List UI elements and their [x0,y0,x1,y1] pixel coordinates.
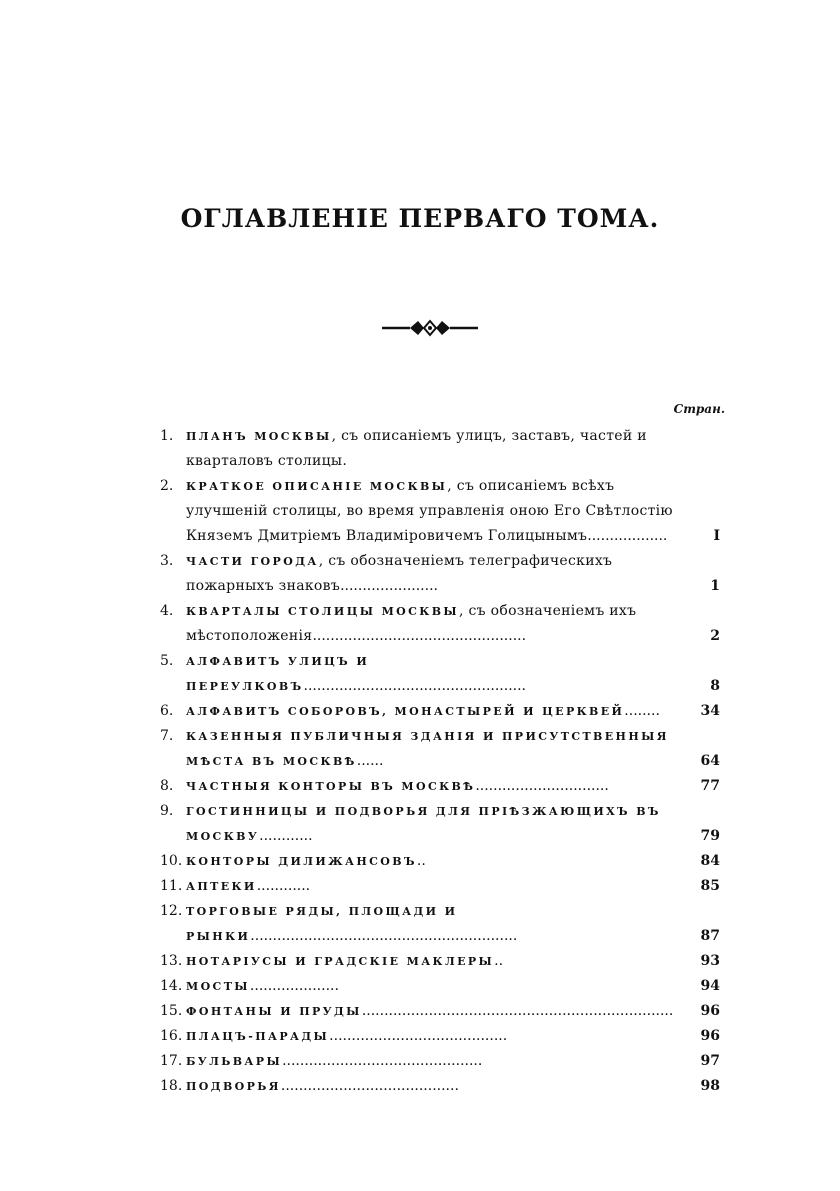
dot-leader: ........................................ [280,1078,459,1094]
toc-entry-title [186,874,720,899]
toc-entry-heading: КАЗЕННЫЯ ПУБЛИЧНЫЯ ЗДАНІЯ И ПРИСУТСТВЕННЫЯ МѢСТА ВЪ МОСКВѢ [186,730,669,768]
toc-entry-heading: ПОДВОРЬЯ [186,1080,281,1093]
toc-entry-page: 64 [700,753,720,769]
toc-entry-page: 1 [710,578,720,594]
toc-entry-number: 2. [160,478,174,494]
toc-entry-heading: ПЛАЦЪ-ПАРАДЫ [186,1030,330,1043]
toc-entry [160,849,720,874]
toc-entry-heading: АПТЕКИ [186,880,257,893]
dot-leader: ................................................ [312,628,527,644]
toc-entry-heading: ЧАСТИ ГОРОДА [186,555,319,568]
toc-entry-page: 34 [700,703,720,719]
toc-entry-number: 3. [160,553,174,569]
toc-entry-description: , съ описаніемъ всѣхъ улучшеній столицы, во время управленія оною Его Свѣтлостію Княземъ Дмитріемъ Владиміровичемъ Голицынымъ [186,478,673,544]
toc-entry-number: 18. [160,1078,183,1094]
toc-entry-title [186,724,720,774]
dot-leader: .................................................. [303,678,527,694]
toc-entry-heading: ПЛАНЪ МОСКВЫ [186,430,332,443]
toc-entry-title [186,599,720,649]
toc-entry-title [186,1074,720,1099]
toc-entry-page: 77 [700,778,720,794]
toc-entry-number: 7. [160,728,174,744]
toc-entry-page: 93 [700,953,720,969]
toc-entry-number: 15. [160,1003,183,1019]
toc-entry-title [186,899,720,949]
toc-entry-heading: ГОСТИННИЦЫ И ПОДВОРЬЯ ДЛЯ ПРІѢЗЖАЮЩИХЪ ВЪ МОСКВУ [186,805,661,843]
toc-entry-heading: КРАТКОЕ ОПИСАНІЕ МОСКВЫ [186,480,448,493]
toc-entry [160,724,720,774]
toc-entry-number: 6. [160,703,174,719]
toc-entry [160,774,720,799]
toc-entry-heading: АЛФАВИТЪ УЛИЦЪ И ПЕРЕУЛКОВЪ [186,655,370,693]
toc-entry-page: 84 [700,853,720,869]
dot-leader: ...................................................................... [361,1003,674,1019]
dot-leader: .. [416,853,426,869]
toc-entry-title [186,799,720,849]
toc-entry-number: 4. [160,603,174,619]
dot-leader: .............................. [475,778,609,794]
toc-entry-heading: НОТАРІУСЫ И ГРАДСКІЕ МАКЛЕРЫ [186,955,495,968]
toc-entry [160,699,720,724]
toc-entry-number: 12. [160,903,183,919]
toc-entry-page: 8 [710,678,720,694]
toc-entry-title [186,424,720,474]
ornament-rule-icon [380,318,480,338]
toc-entry [160,874,720,899]
dot-leader: ............ [256,878,311,894]
dot-leader: ...................... [340,578,438,594]
toc-entry [160,799,720,849]
toc-entry-number: 13. [160,953,183,969]
toc-entry-title [186,774,720,799]
toc-entry-page: 87 [700,928,720,944]
toc-entry-page: 96 [700,1003,720,1019]
toc-entry-title [186,474,720,549]
toc-entry-number: 5. [160,653,174,669]
toc-entry [160,949,720,974]
toc-entry [160,1024,720,1049]
toc-entry-page: I [713,528,720,544]
toc-entry-title [186,649,720,699]
toc-entry [160,999,720,1024]
toc-entry [160,474,720,549]
dot-leader: .................... [249,978,339,994]
toc-entry-page: 98 [700,1078,720,1094]
toc-entry-number: 10. [160,853,183,869]
table-of-contents [160,424,720,1099]
toc-entry [160,549,720,599]
page-column-header: Стран. [673,402,725,416]
dot-leader: ........ [624,703,660,719]
toc-entry-description: , съ обозначеніемъ телеграфическихъ пожарныхъ знаковъ [186,553,613,594]
toc-entry-page: 85 [700,878,720,894]
toc-entry-heading: КВАРТАЛЫ СТОЛИЦЫ МОСКВЫ [186,605,460,618]
toc-entry-description: , съ описаніемъ улицъ, заставъ, частей и кварталовъ столицы. [186,428,647,469]
page-title: ОГЛАВЛЕНІЕ ПЕРВАГО ТОМА. [180,204,660,233]
dot-leader: ...... [356,753,384,769]
toc-entry-number: 17. [160,1053,183,1069]
toc-entry [160,899,720,949]
dot-leader: ............................................. [282,1053,483,1069]
toc-entry-page: 96 [700,1028,720,1044]
toc-entry-number: 1. [160,428,174,444]
toc-entry-title [186,1049,720,1074]
toc-entry-title [186,1024,720,1049]
toc-entry-heading: ФОНТАНЫ И ПРУДЫ [186,1005,362,1018]
toc-entry-description: , съ обозначеніемъ ихъ мѣстоположенія [186,603,637,644]
toc-entry-page: 79 [700,828,720,844]
toc-entry-number: 11. [160,878,183,894]
toc-entry-title [186,949,720,974]
toc-entry-number: 14. [160,978,183,994]
toc-entry-heading: ТОРГОВЫЕ РЯДЫ, ПЛОЩАДИ И РЫНКИ [186,905,458,943]
toc-entry-title [186,549,720,599]
toc-entry [160,974,720,999]
toc-entry-number: 16. [160,1028,183,1044]
toc-entry-number: 8. [160,778,174,794]
toc-entry-title [186,974,720,999]
toc-entry-heading: ЧАСТНЫЯ КОНТОРЫ ВЪ МОСКВѢ [186,780,476,793]
toc-entry [160,1049,720,1074]
toc-entry-page: 94 [700,978,720,994]
toc-entry-page: 97 [700,1053,720,1069]
dot-leader: .................. [587,528,668,544]
toc-entry-title [186,849,720,874]
dot-leader: .. [494,953,504,969]
dot-leader: ........................................ [329,1028,508,1044]
toc-entry [160,424,720,474]
toc-entry-heading: КОНТОРЫ ДИЛИЖАНСОВЪ [186,855,417,868]
toc-entry [160,1074,720,1099]
toc-entry-title [186,699,720,724]
toc-entry-page: 2 [710,628,720,644]
toc-entry-title [186,999,720,1024]
toc-entry-heading: АЛФАВИТЪ СОБОРОВЪ, МОНАСТЫРЕЙ И ЦЕРКВЕЙ [186,705,625,718]
toc-entry [160,649,720,699]
toc-entry-number: 9. [160,803,174,819]
dot-leader: ............................................................ [250,928,518,944]
toc-entry-heading: МОСТЫ [186,980,250,993]
toc-entry-heading: БУЛЬВАРЫ [186,1055,283,1068]
dot-leader: ............ [259,828,313,844]
toc-entry [160,599,720,649]
